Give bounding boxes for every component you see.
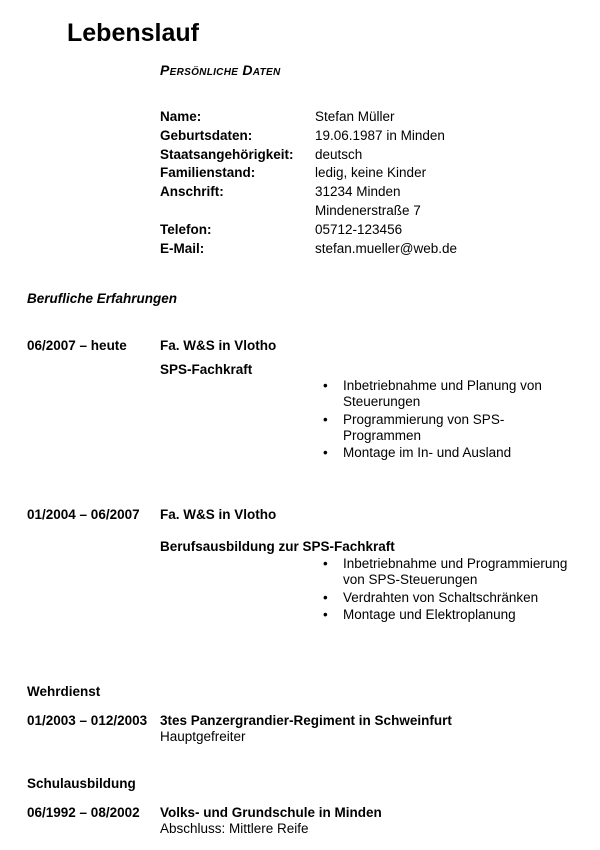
personal-row-phone <box>160 221 457 240</box>
personal-label: Familienstand: <box>160 165 256 181</box>
job-task-item: • Programmierung von SPS-Programmen <box>343 412 573 444</box>
personal-label: Name: <box>160 109 202 124</box>
personal-label: Staatsangehörigkeit: <box>160 146 294 162</box>
job-task-item: • Montage im In- und Ausland <box>343 445 573 461</box>
personal-label: Telefon: <box>160 221 212 237</box>
personal-row-name <box>160 108 457 127</box>
school-heading: Schulausbildung <box>27 776 136 791</box>
personal-row-family <box>160 164 457 183</box>
military-date: 01/2003 – 012/2003 <box>27 713 148 728</box>
school-date: 06/1992 – 08/2002 <box>27 805 140 820</box>
personal-value: Stefan Müller <box>315 109 395 124</box>
page-title: Lebenslauf <box>67 19 199 47</box>
job-task-item: • Inbetriebnahme und Planung von Steuerungen <box>343 378 573 410</box>
personal-data-table <box>160 108 457 258</box>
job-role: SPS-Fachkraft <box>160 362 253 377</box>
job-task-list <box>343 556 573 625</box>
job-task-item: • Inbetriebnahme und Programmierung von SPS-Steuerungen <box>343 556 573 588</box>
personal-value: stefan.mueller@web.de <box>315 240 458 256</box>
job-date: 01/2004 – 06/2007 <box>27 507 140 522</box>
school-name: Volks- und Grundschule in Minden <box>160 805 382 820</box>
personal-row-email <box>160 240 457 259</box>
job-company: Fa. W&S in Vlotho <box>160 338 277 353</box>
military-service-heading: Wehrdienst <box>27 684 101 699</box>
military-rank: Hauptgefreiter <box>160 729 246 744</box>
personal-value: deutsch <box>315 146 363 162</box>
personal-row-address <box>160 183 457 202</box>
personal-value: Mindenerstraße 7 <box>315 202 421 218</box>
school-degree: Abschluss: Mittlere Reife <box>160 821 309 836</box>
personal-value: 31234 Minden <box>315 184 401 200</box>
military-unit: 3tes Panzergrandier-Regiment in Schweinfurt <box>160 713 452 728</box>
personal-label <box>160 202 315 221</box>
personal-value: 05712-123456 <box>315 221 403 237</box>
personal-label: E-Mail: <box>160 240 205 256</box>
job-task-item: • Montage und Elektroplanung <box>343 607 573 623</box>
job-company: Fa. W&S in Vlotho <box>160 507 277 522</box>
personal-data-heading: Persönliche Daten <box>160 62 281 78</box>
job-task-item: • Verdrahten von Schaltschränken <box>343 590 573 606</box>
personal-row-birth <box>160 127 457 146</box>
personal-value: ledig, keine Kinder <box>315 165 427 181</box>
personal-row-street <box>160 202 457 221</box>
work-experience-heading: Berufliche Erfahrungen <box>27 291 178 306</box>
personal-label: Anschrift: <box>160 184 224 200</box>
job-task-list <box>343 378 573 463</box>
personal-label: Geburtsdaten: <box>160 127 253 143</box>
personal-value: 19.06.1987 in Minden <box>315 127 445 143</box>
personal-row-nationality <box>160 146 457 165</box>
job-date: 06/2007 – heute <box>27 338 127 353</box>
job-role: Berufsausbildung zur SPS-Fachkraft <box>160 539 395 554</box>
